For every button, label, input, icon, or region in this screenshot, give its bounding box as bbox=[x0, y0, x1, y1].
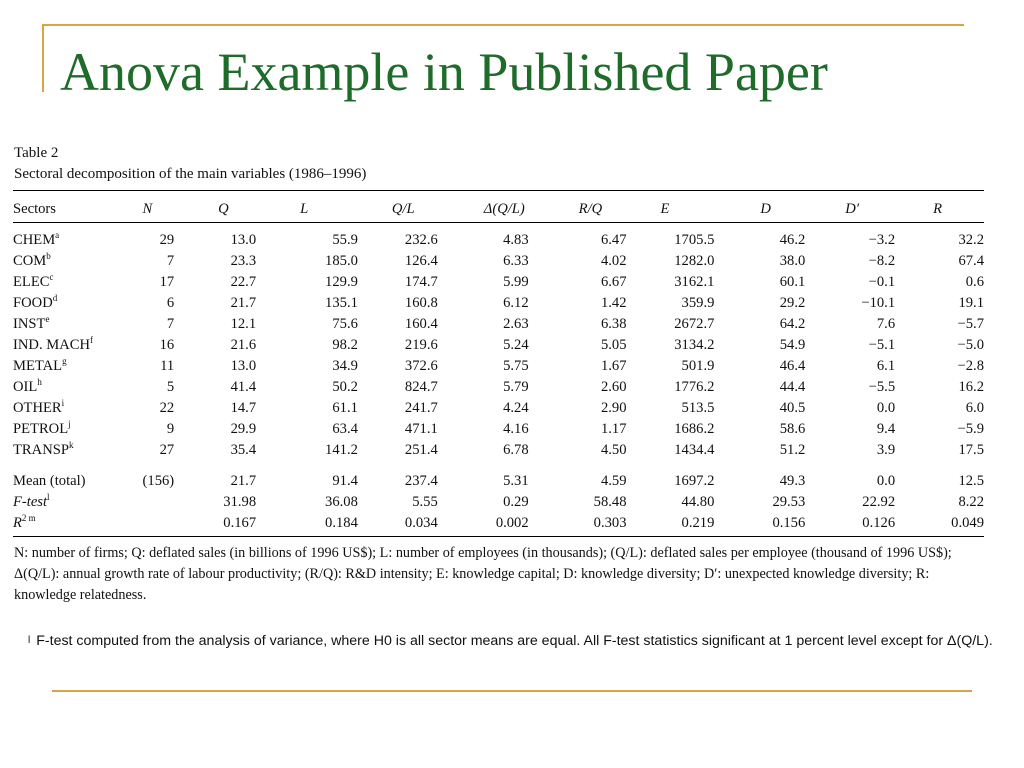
table-cell: 41.4 bbox=[230, 379, 257, 395]
table-cell: 5.55 bbox=[412, 494, 438, 510]
table-row bbox=[13, 398, 984, 419]
table-title: Sectoral decomposition of the main variables (1986–1996) bbox=[14, 166, 367, 182]
table-cell: 98.2 bbox=[332, 337, 358, 353]
table-cell: 501.9 bbox=[681, 358, 715, 374]
table-cell: 5.79 bbox=[503, 379, 529, 395]
table-cell: 91.4 bbox=[332, 473, 358, 489]
table-cell: 1.42 bbox=[600, 295, 627, 311]
table-cell: 2.60 bbox=[600, 379, 627, 395]
table-cell: 46.2 bbox=[779, 232, 806, 248]
table-cell: 40.5 bbox=[779, 400, 806, 416]
table-cell: 232.6 bbox=[404, 232, 438, 248]
table-cell: 61.1 bbox=[332, 400, 358, 416]
table-cell: 17 bbox=[159, 274, 175, 290]
table-cell: 1705.5 bbox=[674, 232, 715, 248]
left-accent-line bbox=[42, 24, 44, 92]
table-cell: 6.33 bbox=[503, 253, 529, 269]
table-cell: 141.2 bbox=[325, 442, 358, 458]
table-cell: 22.92 bbox=[862, 494, 896, 510]
table-cell: 29.2 bbox=[779, 295, 806, 311]
table-cell: 29.9 bbox=[230, 421, 257, 437]
table-cell: 21.7 bbox=[230, 473, 257, 489]
table-cell: 219.6 bbox=[404, 337, 438, 353]
table-cell: 60.1 bbox=[779, 274, 806, 290]
table-cell: 64.2 bbox=[779, 316, 806, 332]
r-squared-row bbox=[13, 513, 984, 534]
table-row bbox=[13, 251, 984, 272]
table-cell: 22 bbox=[159, 400, 175, 416]
table-cell: −5.5 bbox=[868, 379, 896, 395]
table-cell: 27 bbox=[159, 442, 175, 458]
table-cell: 0.034 bbox=[404, 515, 438, 531]
table-caption bbox=[14, 143, 366, 185]
col-header: D′ bbox=[845, 200, 860, 217]
table-cell: 372.6 bbox=[404, 358, 438, 374]
table-cell: 58.6 bbox=[779, 421, 806, 437]
table-cell: 0.303 bbox=[593, 515, 627, 531]
table-cell: 12.1 bbox=[230, 316, 257, 332]
table-cell: 75.6 bbox=[332, 316, 358, 332]
row-label: TRANSP$^k$ bbox=[13, 440, 74, 458]
table-cell: 22.7 bbox=[230, 274, 257, 290]
table-cell: 6.0 bbox=[965, 400, 984, 416]
table-cell: 34.9 bbox=[332, 358, 358, 374]
col-header: Q/L bbox=[391, 200, 415, 217]
table-cell: 5.05 bbox=[600, 337, 627, 353]
row-label: $R^{2 m}$ bbox=[13, 513, 36, 531]
row-label: PETROL$^j$ bbox=[13, 419, 71, 437]
table-cell: 36.08 bbox=[325, 494, 358, 510]
table-cell: 9.4 bbox=[876, 421, 896, 437]
table-cell: 49.3 bbox=[779, 473, 806, 489]
table-cell: 4.50 bbox=[600, 442, 627, 458]
table-cell: 8.22 bbox=[958, 494, 984, 510]
table-cell: 51.2 bbox=[779, 442, 806, 458]
table-cell: 4.59 bbox=[600, 473, 627, 489]
table-cell: 5.24 bbox=[503, 337, 529, 353]
table-cell: 58.48 bbox=[593, 494, 627, 510]
table-cell: 135.1 bbox=[325, 295, 358, 311]
table-top-rule bbox=[13, 190, 984, 191]
table-cell: 237.4 bbox=[404, 473, 438, 489]
table-cell: 0.6 bbox=[965, 274, 984, 290]
row-label: OTHER$^i$ bbox=[13, 398, 65, 416]
table-cell: 0.0 bbox=[876, 473, 896, 489]
table-cell: 1434.4 bbox=[674, 442, 715, 458]
table-cell: 0.156 bbox=[772, 515, 806, 531]
table-cell: 6.1 bbox=[876, 358, 896, 374]
footnote bbox=[28, 630, 1003, 652]
table-cell: 12.5 bbox=[958, 473, 984, 489]
table-cell: −10.1 bbox=[861, 295, 896, 311]
table-cell: 4.83 bbox=[503, 232, 529, 248]
table-cell: 9 bbox=[166, 421, 175, 437]
table-cell: 0.049 bbox=[951, 515, 984, 531]
table-cell: 13.0 bbox=[230, 232, 257, 248]
table-cell: 129.9 bbox=[325, 274, 358, 290]
table-cell: 251.4 bbox=[404, 442, 438, 458]
slide-title: Anova Example in Published Paper bbox=[60, 42, 828, 102]
table-cell: 46.4 bbox=[779, 358, 806, 374]
table-row bbox=[13, 314, 984, 335]
table-cell: 1282.0 bbox=[674, 253, 715, 269]
table-cell: 32.2 bbox=[958, 232, 984, 248]
table-row bbox=[13, 377, 984, 398]
table-cell: 54.9 bbox=[779, 337, 806, 353]
table-cell: 23.3 bbox=[230, 253, 257, 269]
table-cell: 1.17 bbox=[600, 421, 627, 437]
col-header: D bbox=[760, 200, 771, 217]
table-cell: 174.7 bbox=[404, 274, 438, 290]
table-cell: 63.4 bbox=[332, 421, 358, 437]
table-row bbox=[13, 272, 984, 293]
table-cell: 0.0 bbox=[876, 400, 896, 416]
table-cell: −0.1 bbox=[868, 274, 896, 290]
table-cell: 7.6 bbox=[876, 316, 896, 332]
table-cell: 67.4 bbox=[958, 253, 984, 269]
col-header: R/Q bbox=[578, 200, 603, 217]
row-label: IND. MACH$^f$ bbox=[13, 335, 94, 353]
table-cell: 38.0 bbox=[779, 253, 806, 269]
table-cell: 1776.2 bbox=[674, 379, 715, 395]
col-header: N bbox=[142, 200, 153, 217]
table-cell: 1686.2 bbox=[674, 421, 715, 437]
table-row bbox=[13, 335, 984, 356]
table-cell: 6.67 bbox=[600, 274, 627, 290]
table-cell: 185.0 bbox=[325, 253, 358, 269]
footnote-mark: l bbox=[28, 635, 31, 646]
col-header: Sectors bbox=[13, 200, 56, 217]
table-label: Table 2 bbox=[14, 145, 59, 161]
row-label: METAL$^g$ bbox=[13, 356, 67, 374]
table-cell: 6.78 bbox=[503, 442, 529, 458]
table-cell: −5.0 bbox=[957, 337, 984, 353]
table-cell: 50.2 bbox=[332, 379, 358, 395]
table-row bbox=[13, 293, 984, 314]
row-label: INST$^e$ bbox=[13, 314, 50, 332]
table-cell: 2.63 bbox=[503, 316, 529, 332]
table-row bbox=[13, 356, 984, 377]
table-cell: 0.219 bbox=[681, 515, 715, 531]
table-cell: (156) bbox=[142, 473, 175, 489]
top-accent-line bbox=[44, 24, 964, 26]
bottom-accent-line bbox=[52, 690, 972, 692]
table-cell: −8.2 bbox=[868, 253, 896, 269]
table-row bbox=[13, 440, 984, 461]
table-cell: −2.8 bbox=[957, 358, 984, 374]
table-header-row bbox=[13, 196, 984, 222]
table-cell: 4.16 bbox=[503, 421, 529, 437]
table-cell: 0.002 bbox=[495, 515, 529, 531]
table-cell: 16 bbox=[159, 337, 175, 353]
table-cell bbox=[143, 513, 219, 534]
table-bottom-rule bbox=[13, 536, 984, 537]
row-label: FOOD$^d$ bbox=[13, 293, 58, 311]
table-cell: 6 bbox=[166, 295, 175, 311]
table-notes: N: number of firms; Q: deflated sales (in billions of 1996 US$); L: number of employees (in thousands); (Q/L): deflated sales per employee (thousand of 1996 US$); Δ(Q/L): annual growth rate of labour productivity; (R/Q): R&D intensity; E: knowledge capital; D: knowledge diversity; D′: unexpected knowledge diversity; R: knowledge relatedness. bbox=[14, 545, 952, 603]
table-cell: 4.24 bbox=[503, 400, 529, 416]
table-cell: 17.5 bbox=[958, 442, 984, 458]
table-cell: 5 bbox=[166, 379, 175, 395]
table-cell: 44.80 bbox=[681, 494, 715, 510]
table-cell: 6.12 bbox=[503, 295, 529, 311]
table-cell: 19.1 bbox=[958, 295, 984, 311]
col-header: Q bbox=[218, 200, 229, 217]
table-cell: −3.2 bbox=[868, 232, 896, 248]
table-cell: 824.7 bbox=[404, 379, 438, 395]
table-cell: 1.67 bbox=[600, 358, 627, 374]
table-cell: 55.9 bbox=[332, 232, 358, 248]
table-cell: 11 bbox=[160, 358, 175, 374]
table-cell: 6.38 bbox=[600, 316, 627, 332]
table-cell: 126.4 bbox=[404, 253, 438, 269]
row-label: OIL$^h$ bbox=[13, 377, 42, 395]
table-cell: 16.2 bbox=[958, 379, 984, 395]
table-cell: 5.31 bbox=[503, 473, 529, 489]
table-cell: 5.99 bbox=[503, 274, 529, 290]
table-cell: 0.126 bbox=[862, 515, 896, 531]
table-cell: 0.29 bbox=[503, 494, 529, 510]
table-cell: 3134.2 bbox=[674, 337, 715, 353]
row-label: Mean (total) bbox=[13, 473, 86, 489]
table-cell: 160.4 bbox=[404, 316, 438, 332]
anova-table bbox=[13, 196, 984, 534]
col-header: L bbox=[300, 200, 309, 217]
table-row bbox=[13, 222, 984, 251]
row-label: CHEM$^a$ bbox=[13, 230, 60, 248]
table-cell: 7 bbox=[166, 253, 175, 269]
table-cell: 3162.1 bbox=[674, 274, 715, 290]
table-cell: 21.7 bbox=[230, 295, 257, 311]
table-cell: 6.47 bbox=[600, 232, 627, 248]
col-header: Δ(Q/L) bbox=[483, 200, 525, 217]
table-cell: 471.1 bbox=[404, 421, 438, 437]
table-cell: 1697.2 bbox=[674, 473, 715, 489]
table-cell: 0.167 bbox=[223, 515, 257, 531]
table-cell: 2672.7 bbox=[674, 316, 715, 332]
table-cell: −5.9 bbox=[957, 421, 984, 437]
table-cell: 35.4 bbox=[230, 442, 257, 458]
table-cell: 21.6 bbox=[230, 337, 257, 353]
table-cell: 14.7 bbox=[230, 400, 257, 416]
table-cell: 4.02 bbox=[600, 253, 627, 269]
row-label: F-test$^l$ bbox=[13, 492, 50, 510]
row-label: COM$^b$ bbox=[13, 251, 51, 269]
footnote-text: F-test computed from the analysis of variance, where H0 is all sector means are equal. All F-test statistics significant at 1 percent level except for Δ(Q/L). bbox=[36, 633, 993, 649]
row-label: ELEC$^c$ bbox=[13, 272, 54, 290]
col-header: E bbox=[660, 200, 670, 217]
table-cell: −5.7 bbox=[957, 316, 984, 332]
table-cell: 2.90 bbox=[600, 400, 627, 416]
table-cell: 513.5 bbox=[681, 400, 715, 416]
table-cell bbox=[143, 492, 219, 513]
table-cell: 44.4 bbox=[779, 379, 806, 395]
table-cell: 160.8 bbox=[404, 295, 438, 311]
table-cell: 29 bbox=[159, 232, 175, 248]
table-cell: 241.7 bbox=[404, 400, 438, 416]
table-row bbox=[13, 419, 984, 440]
table-cell: 29.53 bbox=[772, 494, 806, 510]
table-cell: 7 bbox=[166, 316, 175, 332]
table-cell: 5.75 bbox=[503, 358, 529, 374]
table-cell: 0.184 bbox=[325, 515, 358, 531]
col-header: R bbox=[933, 200, 943, 217]
table-cell: 359.9 bbox=[681, 295, 715, 311]
table-cell: 13.0 bbox=[230, 358, 257, 374]
table-cell: 31.98 bbox=[223, 494, 257, 510]
mean-row bbox=[13, 461, 984, 492]
ftest-row bbox=[13, 492, 984, 513]
table-cell: 3.9 bbox=[876, 442, 896, 458]
table-cell: −5.1 bbox=[868, 337, 896, 353]
